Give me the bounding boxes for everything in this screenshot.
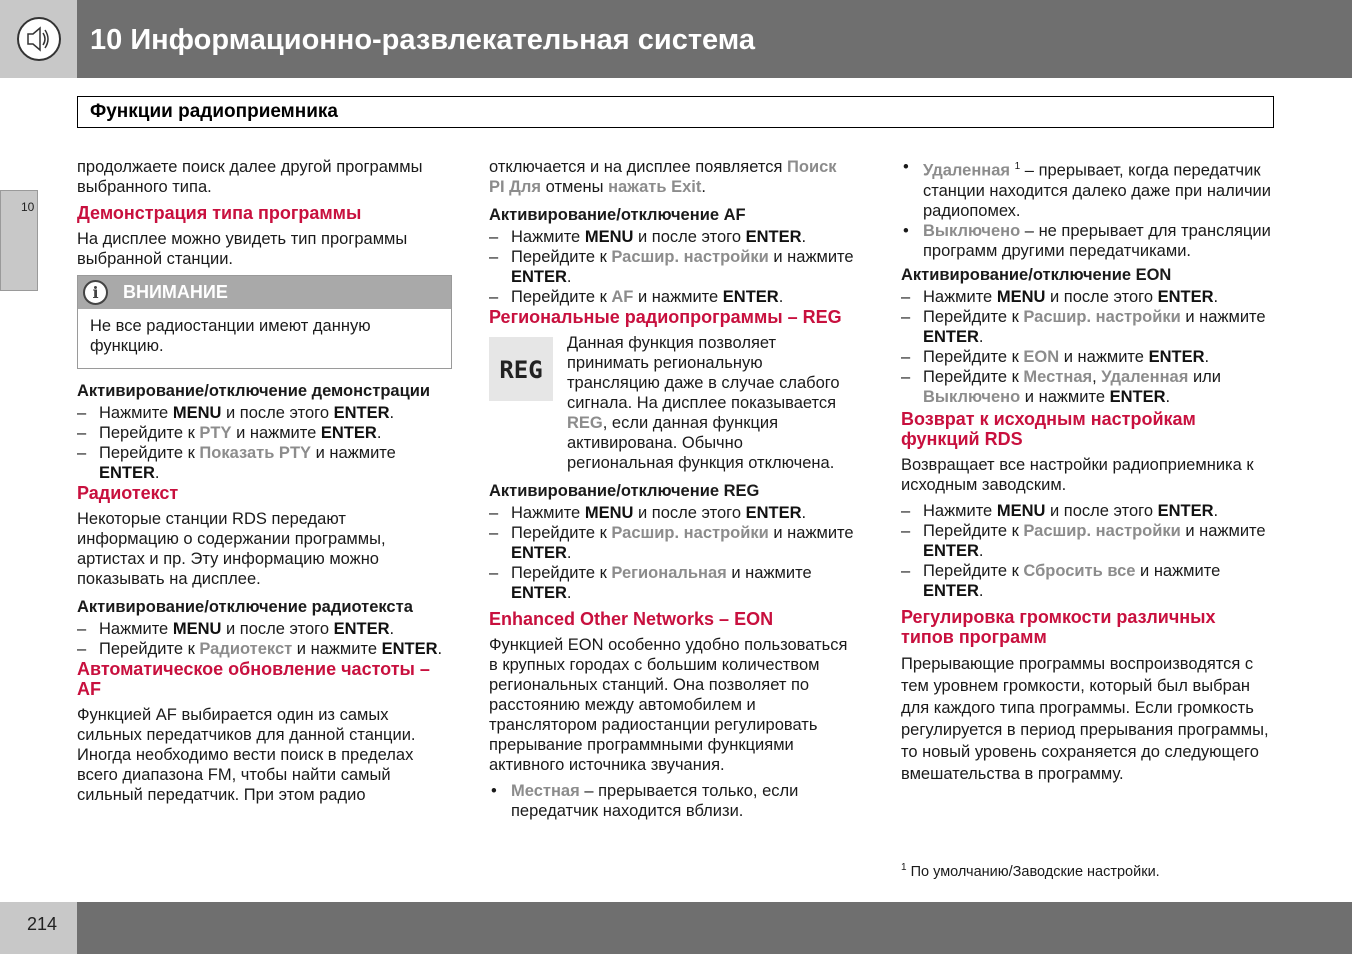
volume-text: Прерывающие программы воспроизводятся с тем уровнем громкости, который был выбран для каждого типа программы. Если громкость регулируется в период прерывания программы, то новый уровень сохраняется до следующего вмешательства в программу. xyxy=(901,654,1269,783)
list-item: – Перейдите к EON и нажмите ENTER. xyxy=(901,347,1271,367)
reg-icon-label: REG xyxy=(499,356,543,384)
reg-steps xyxy=(489,503,854,603)
radiotext-heading: Радиотекст xyxy=(77,483,179,503)
list-item: – Нажмите MENU и после этого ENTER. xyxy=(77,619,452,639)
reg-display-icon xyxy=(489,337,553,401)
page-title: 10 Информационно-развлекательная система xyxy=(90,24,755,56)
list-item: – Перейдите к Местная, Удаленная или Выключено и нажмите ENTER. xyxy=(901,367,1271,407)
speaker-icon xyxy=(17,17,61,61)
af-continued-text: отключается и на дисплее появляется Поиск PI Для отмены нажать Exit. xyxy=(489,158,837,196)
list-item: • Выключено – не прерывает для трансляции программ другими передатчиками. xyxy=(901,221,1271,261)
list-item: • Местная – прерывается только, если передатчик находится вблизи. xyxy=(489,781,854,821)
demo-activate-heading: Активирование/отключение демонстрации xyxy=(77,382,431,400)
list-item: – Перейдите к AF и нажмите ENTER. xyxy=(489,287,854,307)
list-item: – Нажмите MENU и после этого ENTER. xyxy=(901,501,1271,521)
af-steps xyxy=(489,227,854,307)
rds-reset-heading: Возврат к исходным настройкам функций RDS xyxy=(901,408,1196,449)
column-2 xyxy=(489,157,854,821)
reg-activate-heading: Активирование/отключение REG xyxy=(489,482,760,500)
footnote: $^1$ По умолчанию/Заводские настройки. xyxy=(901,862,1160,880)
list-item: – Нажмите MENU и после этого ENTER. xyxy=(489,227,854,247)
list-item: – Нажмите MENU и после этого ENTER. xyxy=(489,503,854,523)
demo-steps xyxy=(77,403,452,483)
list-item: – Перейдите к Расшир. настройки и нажмите ENTER. xyxy=(489,523,854,563)
list-item: – Перейдите к Региональная и нажмите ENTER. xyxy=(489,563,854,603)
af-text: Функцией AF выбирается один из самых сильных передатчиков для данной станции. Иногда необходимо вести поиск в пределах всего диапазона FM, чтобы найти самый сильный передатчик. При этом радио xyxy=(77,706,416,804)
list-item: – Перейдите к PTY и нажмите ENTER. xyxy=(77,423,452,443)
rds-reset-text: Возвращает все настройки радиоприемника к исходным заводским. xyxy=(901,455,1254,494)
radiotext-activate-heading: Активирование/отключение радиотекста xyxy=(77,598,413,616)
info-icon: i xyxy=(83,280,108,305)
list-item: – Нажмите MENU и после этого ENTER. xyxy=(77,403,452,423)
list-item: – Перейдите к Расшир. настройки и нажмите ENTER. xyxy=(901,307,1271,347)
volume-heading: Регулировка громкости различных типов программ xyxy=(901,606,1216,647)
column-3 xyxy=(901,157,1271,791)
section-header xyxy=(77,96,1274,128)
af-heading: Автоматическое обновление частоты – AF xyxy=(77,659,430,699)
reg-heading: Региональные радиопрограммы – REG xyxy=(489,307,842,327)
page-number: 214 xyxy=(27,914,58,934)
eon-activate-heading: Активирование/отключение EON xyxy=(901,265,1172,284)
note-title: ВНИМАНИЕ xyxy=(123,282,228,302)
radiotext-steps xyxy=(77,619,452,659)
footer-bar xyxy=(77,902,1352,954)
section-title: Функции радиоприемника xyxy=(90,101,338,122)
intro-text: продолжаете поиск далее другой программы выбранного типа. xyxy=(77,158,423,196)
list-item: – Перейдите к Показать PTY и нажмите ENTER. xyxy=(77,443,452,483)
demo-text: На дисплее можно увидеть тип программы выбранной станции. xyxy=(77,230,408,268)
eon-mode-bullets xyxy=(901,157,1271,261)
list-item: – Перейдите к Сбросить все и нажмите ENTER. xyxy=(901,561,1271,601)
list-item: – Перейдите к Расшир. настройки и нажмите ENTER. xyxy=(489,247,854,287)
note-box xyxy=(77,275,452,369)
radiotext-text: Некоторые станции RDS передают информацию о содержании программы, артистах и пр. Эту информацию можно показывать на дисплее. xyxy=(77,510,386,588)
column-1 xyxy=(77,157,452,811)
eon-steps xyxy=(901,287,1271,407)
demo-heading: Демонстрация типа программы xyxy=(77,203,362,223)
af-activate-heading: Активирование/отключение AF xyxy=(489,206,746,224)
eon-bullets xyxy=(489,781,854,821)
eon-text: Функцией EON особенно удобно пользоваться в крупных городах с большим количеством региональных станций. Она позволяет по расстоянию между автомобилем и транслятором радиостанции регулировать прерывание программными функциями активного источника звучания. xyxy=(489,636,848,774)
note-text: Не все радиостанции имеют данную функцию. xyxy=(90,317,371,355)
list-item: – Перейдите к Расшир. настройки и нажмите ENTER. xyxy=(901,521,1271,561)
list-item: – Перейдите к Радиотекст и нажмите ENTER. xyxy=(77,639,452,659)
list-item: • Удаленная $^1$ – прерывает, когда передатчик станции находится далеко даже при наличии радиопомех. xyxy=(901,157,1271,221)
rds-reset-steps xyxy=(901,501,1271,601)
reg-text: Данная функция позволяет принимать региональную трансляцию даже в случае слабого сигнала. На дисплее показывается REG, если данная функция активирована. Обычно региональная функция отключена. xyxy=(567,334,840,472)
chapter-tab-number: 10 xyxy=(21,200,35,214)
eon-heading: Enhanced Other Networks – EON xyxy=(489,609,774,629)
list-item: – Нажмите MENU и после этого ENTER. xyxy=(901,287,1271,307)
reg-block xyxy=(489,333,854,473)
note-header xyxy=(78,276,451,309)
